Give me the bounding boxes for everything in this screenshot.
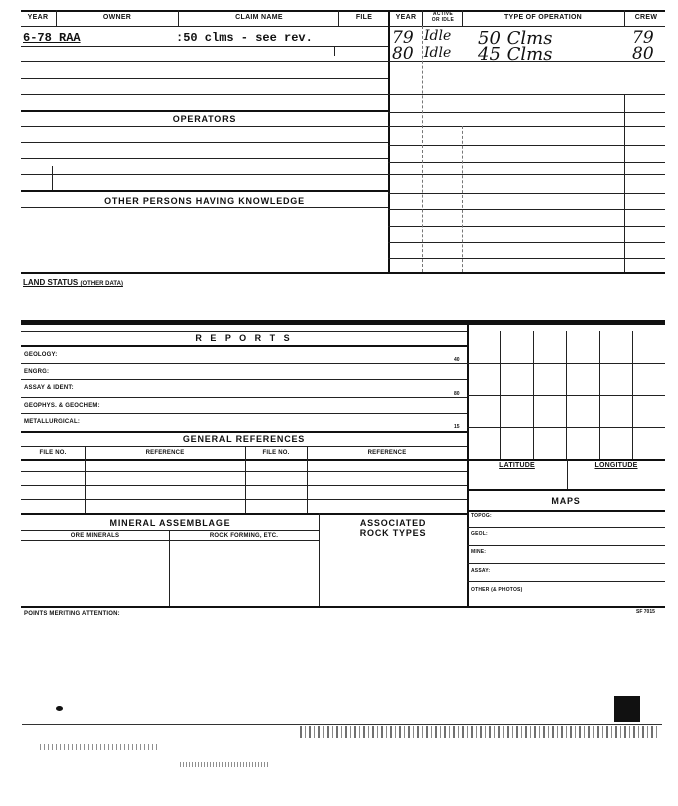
header-owner: OWNER [102,14,132,21]
report-engrg: ENGRG: [24,369,50,375]
ref-col-file-no-2: FILE NO. [262,450,290,456]
header-crew: CREW [634,14,658,21]
thick-rule [21,320,665,325]
section-other-persons: OTHER PERSONS HAVING KNOWLEDGE [104,196,305,206]
scan-rule [22,724,662,725]
ref-col-reference: REFERENCE [145,450,185,456]
op-year-80: 80 [392,44,414,64]
section-general-references: GENERAL REFERENCES [182,434,306,444]
map-assay: ASSAY: [471,568,491,574]
section-reports: R E P O R T S [195,333,293,343]
op-status-80: Idle [424,45,452,61]
header-file: FILE [355,14,373,21]
header-type-of-operation: TYPE OF OPERATION [503,14,583,21]
op-status-79: Idle [424,28,452,44]
op-crew-79: 79 [632,28,654,48]
ref-col-file-no: FILE NO. [39,450,67,456]
col-ore-minerals: ORE MINERALS [70,533,120,539]
latitude-label: LATITUDE [499,462,535,469]
op-type-1: 50 Clms [478,28,553,49]
land-status-label: LAND STATUS (OTHER DATA) [23,278,123,287]
op-crew-80: 80 [632,44,654,64]
map-geol: GEOL: [471,531,488,537]
report-geology: GEOLOGY: [24,352,58,358]
scan-noise-2 [40,744,160,750]
scan-mark-dot [56,706,63,711]
header-claim-name: CLAIM NAME [235,14,283,21]
points-meriting-attention: POINTS MERITING ATTENTION: [24,611,120,617]
scan-mark-square [614,696,640,722]
col-rock-forming: ROCK FORMING, ETC. [209,533,279,539]
report-assay: ASSAY & IDENT: [24,385,74,391]
section-associated-rock-types: ASSOCIATED ROCK TYPES [359,518,427,538]
report-geophys: GEOPHYS. & GEOCHEM: [24,403,100,409]
header-year-2: YEAR [395,14,417,21]
op-type-2: 45 Clms [478,44,553,65]
section-maps: MAPS [551,496,581,506]
op-year-79: 79 [392,28,414,48]
header-active-or-idle: ACTIVE OR IDLE [431,11,455,23]
map-other: OTHER (& PHOTOS) [471,587,523,593]
form-number: SF 7015 [636,609,655,615]
scan-noise [300,726,660,738]
map-mine: MINE: [471,549,487,555]
ref-col-reference-2: REFERENCE [367,450,407,456]
map-topog: TOPOG: [471,513,492,519]
report-metallurgical: METALLURGICAL: [24,419,81,425]
entry-claim: :50 clms - see rev. [176,31,313,45]
section-mineral-assemblage: MINERAL ASSEMBLAGE [109,518,231,528]
header-year: YEAR [27,14,49,21]
section-operators: OPERATORS [172,114,237,124]
entry-year-owner: 6-78 RAA [23,31,81,45]
scan-noise-3 [180,762,270,767]
longitude-label: LONGITUDE [594,462,638,469]
